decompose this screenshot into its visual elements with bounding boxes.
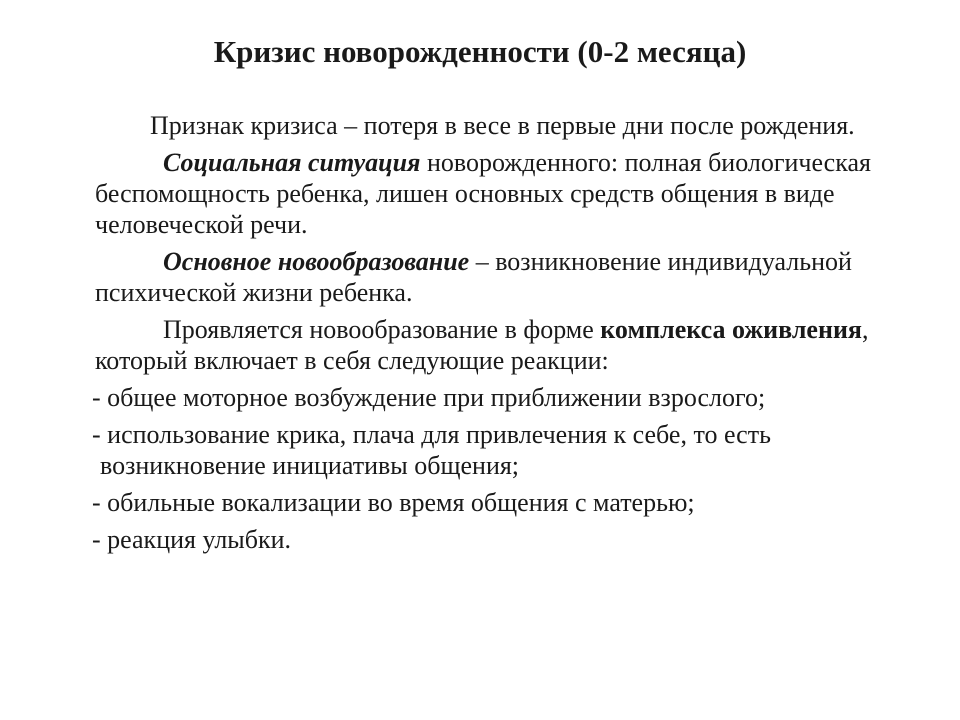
paragraph-main-neoformation xyxy=(95,246,915,308)
paragraph-social-situation xyxy=(95,147,915,240)
list-item: - использование крика, плача для привлечения к себе, то есть возникновение инициативы общения; xyxy=(92,420,771,480)
page-title: Кризис новорожденности (0-2 месяца) xyxy=(213,34,747,69)
revival-complex-text: , который включает в себя следующие реакции: xyxy=(95,315,869,375)
social-situation-text: новорожденного: полная биологическая беспомощность ребенка, лишен основных средств общения в виде человеческой речи. xyxy=(95,148,871,239)
term-revival-complex: комплекса оживления xyxy=(600,315,862,344)
list-item: - общее моторное возбуждение при приближении взрослого; xyxy=(92,383,766,412)
list-item: - обильные вокализации во время общения с матерью; xyxy=(92,488,695,517)
term-social-situation: Социальная ситуация xyxy=(163,148,421,177)
paragraph-revival-complex xyxy=(95,314,915,376)
revival-complex-intro: Проявляется новообразование в форме xyxy=(163,315,601,344)
list-item: - реакция улыбки. xyxy=(92,525,292,554)
slide-body xyxy=(92,110,915,561)
main-neoformation-text: – возникновение индивидуальной психической жизни ребенка. xyxy=(95,247,852,307)
paragraph-crisis-sign: Признак кризиса – потеря в весе в первые дни после рождения. xyxy=(150,111,855,140)
term-main-neoformation: Основное новообразование xyxy=(163,247,470,276)
